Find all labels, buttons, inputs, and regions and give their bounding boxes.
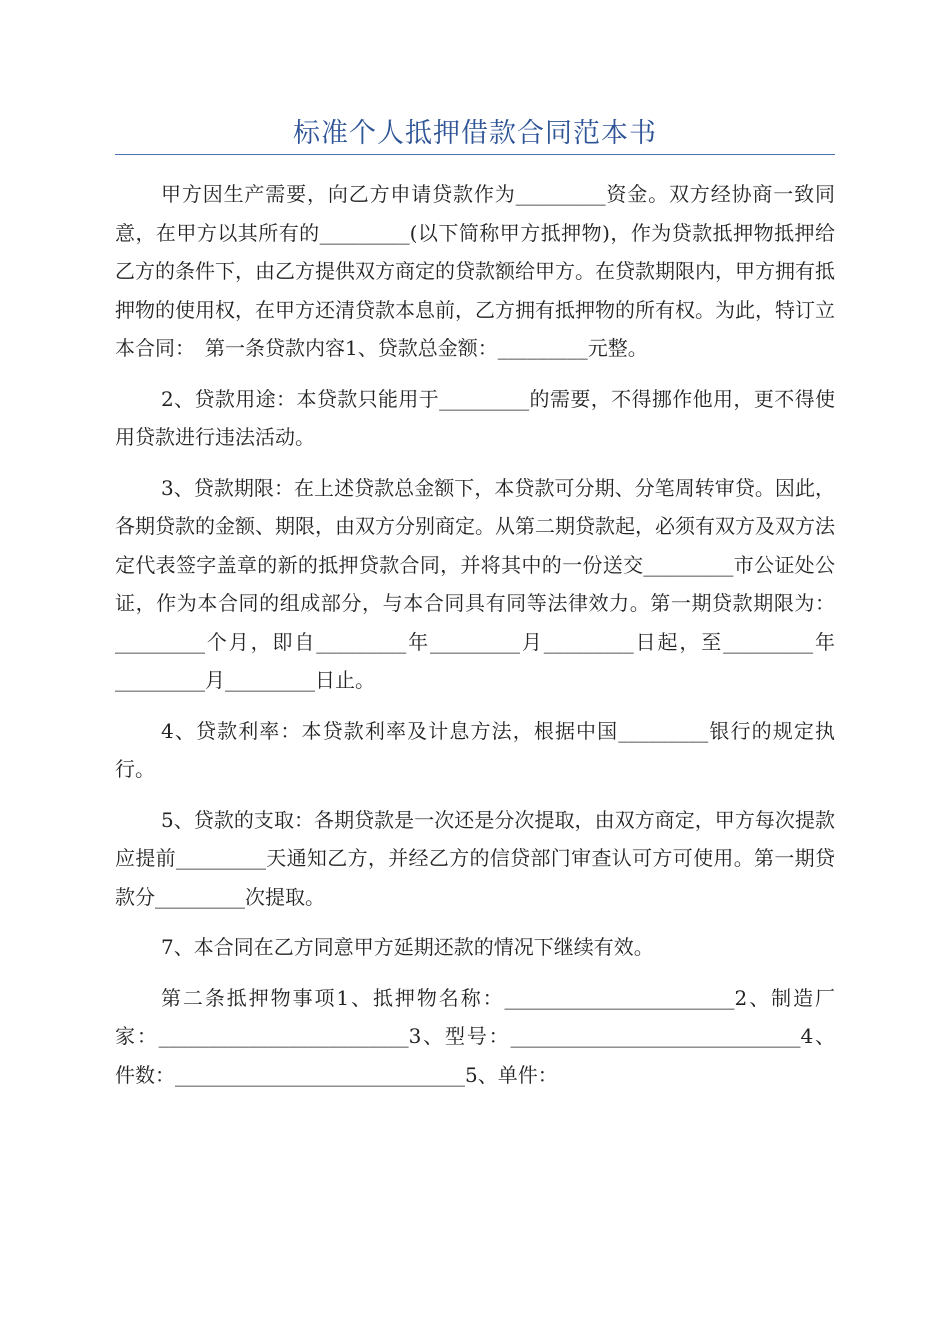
paragraph-withdrawal: 5、贷款的支取：各期贷款是一次还是分次提取，由双方商定，甲方每次提款应提前_________天通知乙方，并经乙方的信贷部门审查认可方可使用。第一期贷款分_________次提取。	[115, 807, 835, 909]
paragraph-loan-purpose: 2、贷款用途：本贷款只能用于_________的需要，不得挪作他用，更不得使用贷款进行违法活动。	[115, 386, 835, 449]
paragraph-collateral: 第二条抵押物事项1、抵押物名称：_______________________2、制造厂家：_________________________3、型号：_____________________________4、件数：_____________________________5、单件：	[115, 985, 835, 1087]
title-underline	[115, 154, 835, 155]
document-body	[115, 175, 835, 1106]
paragraph-interest-rate: 4、贷款利率：本贷款利率及计息方法，根据中国_________银行的规定执行。	[115, 718, 835, 781]
document-title: 标准个人抵押借款合同范本书	[293, 118, 657, 149]
paragraph-loan-term: 3、贷款期限：在上述贷款总金额下，本贷款可分期、分笔周转审贷。因此，各期贷款的金额、期限，由双方分别商定。从第二期贷款起，必须有双方及双方法定代表签字盖章的新的抵押贷款合同，并将其中的一份送交_________市公证处公证，作为本合同的组成部分，与本合同具有同等法律效力。第一期贷款期限为：_________个月，即自_________年_________月_________日起，至_________年_________月_________日止。	[115, 475, 835, 692]
paragraph-intro: 甲方因生产需要，向乙方申请贷款作为_________资金。双方经协商一致同意，在甲方以其所有的_________(以下简称甲方抵押物)，作为贷款抵押物抵押给乙方的条件下，由乙方提供双方商定的贷款额给甲方。在贷款期限内，甲方拥有抵押物的使用权，在甲方还清贷款本息前，乙方拥有抵押物的所有权。为此，特订立本合同： 第一条贷款内容1、贷款总金额：_________元整。	[115, 182, 835, 360]
paragraph-validity: 7、本合同在乙方同意甲方延期还款的情况下继续有效。	[161, 935, 654, 959]
